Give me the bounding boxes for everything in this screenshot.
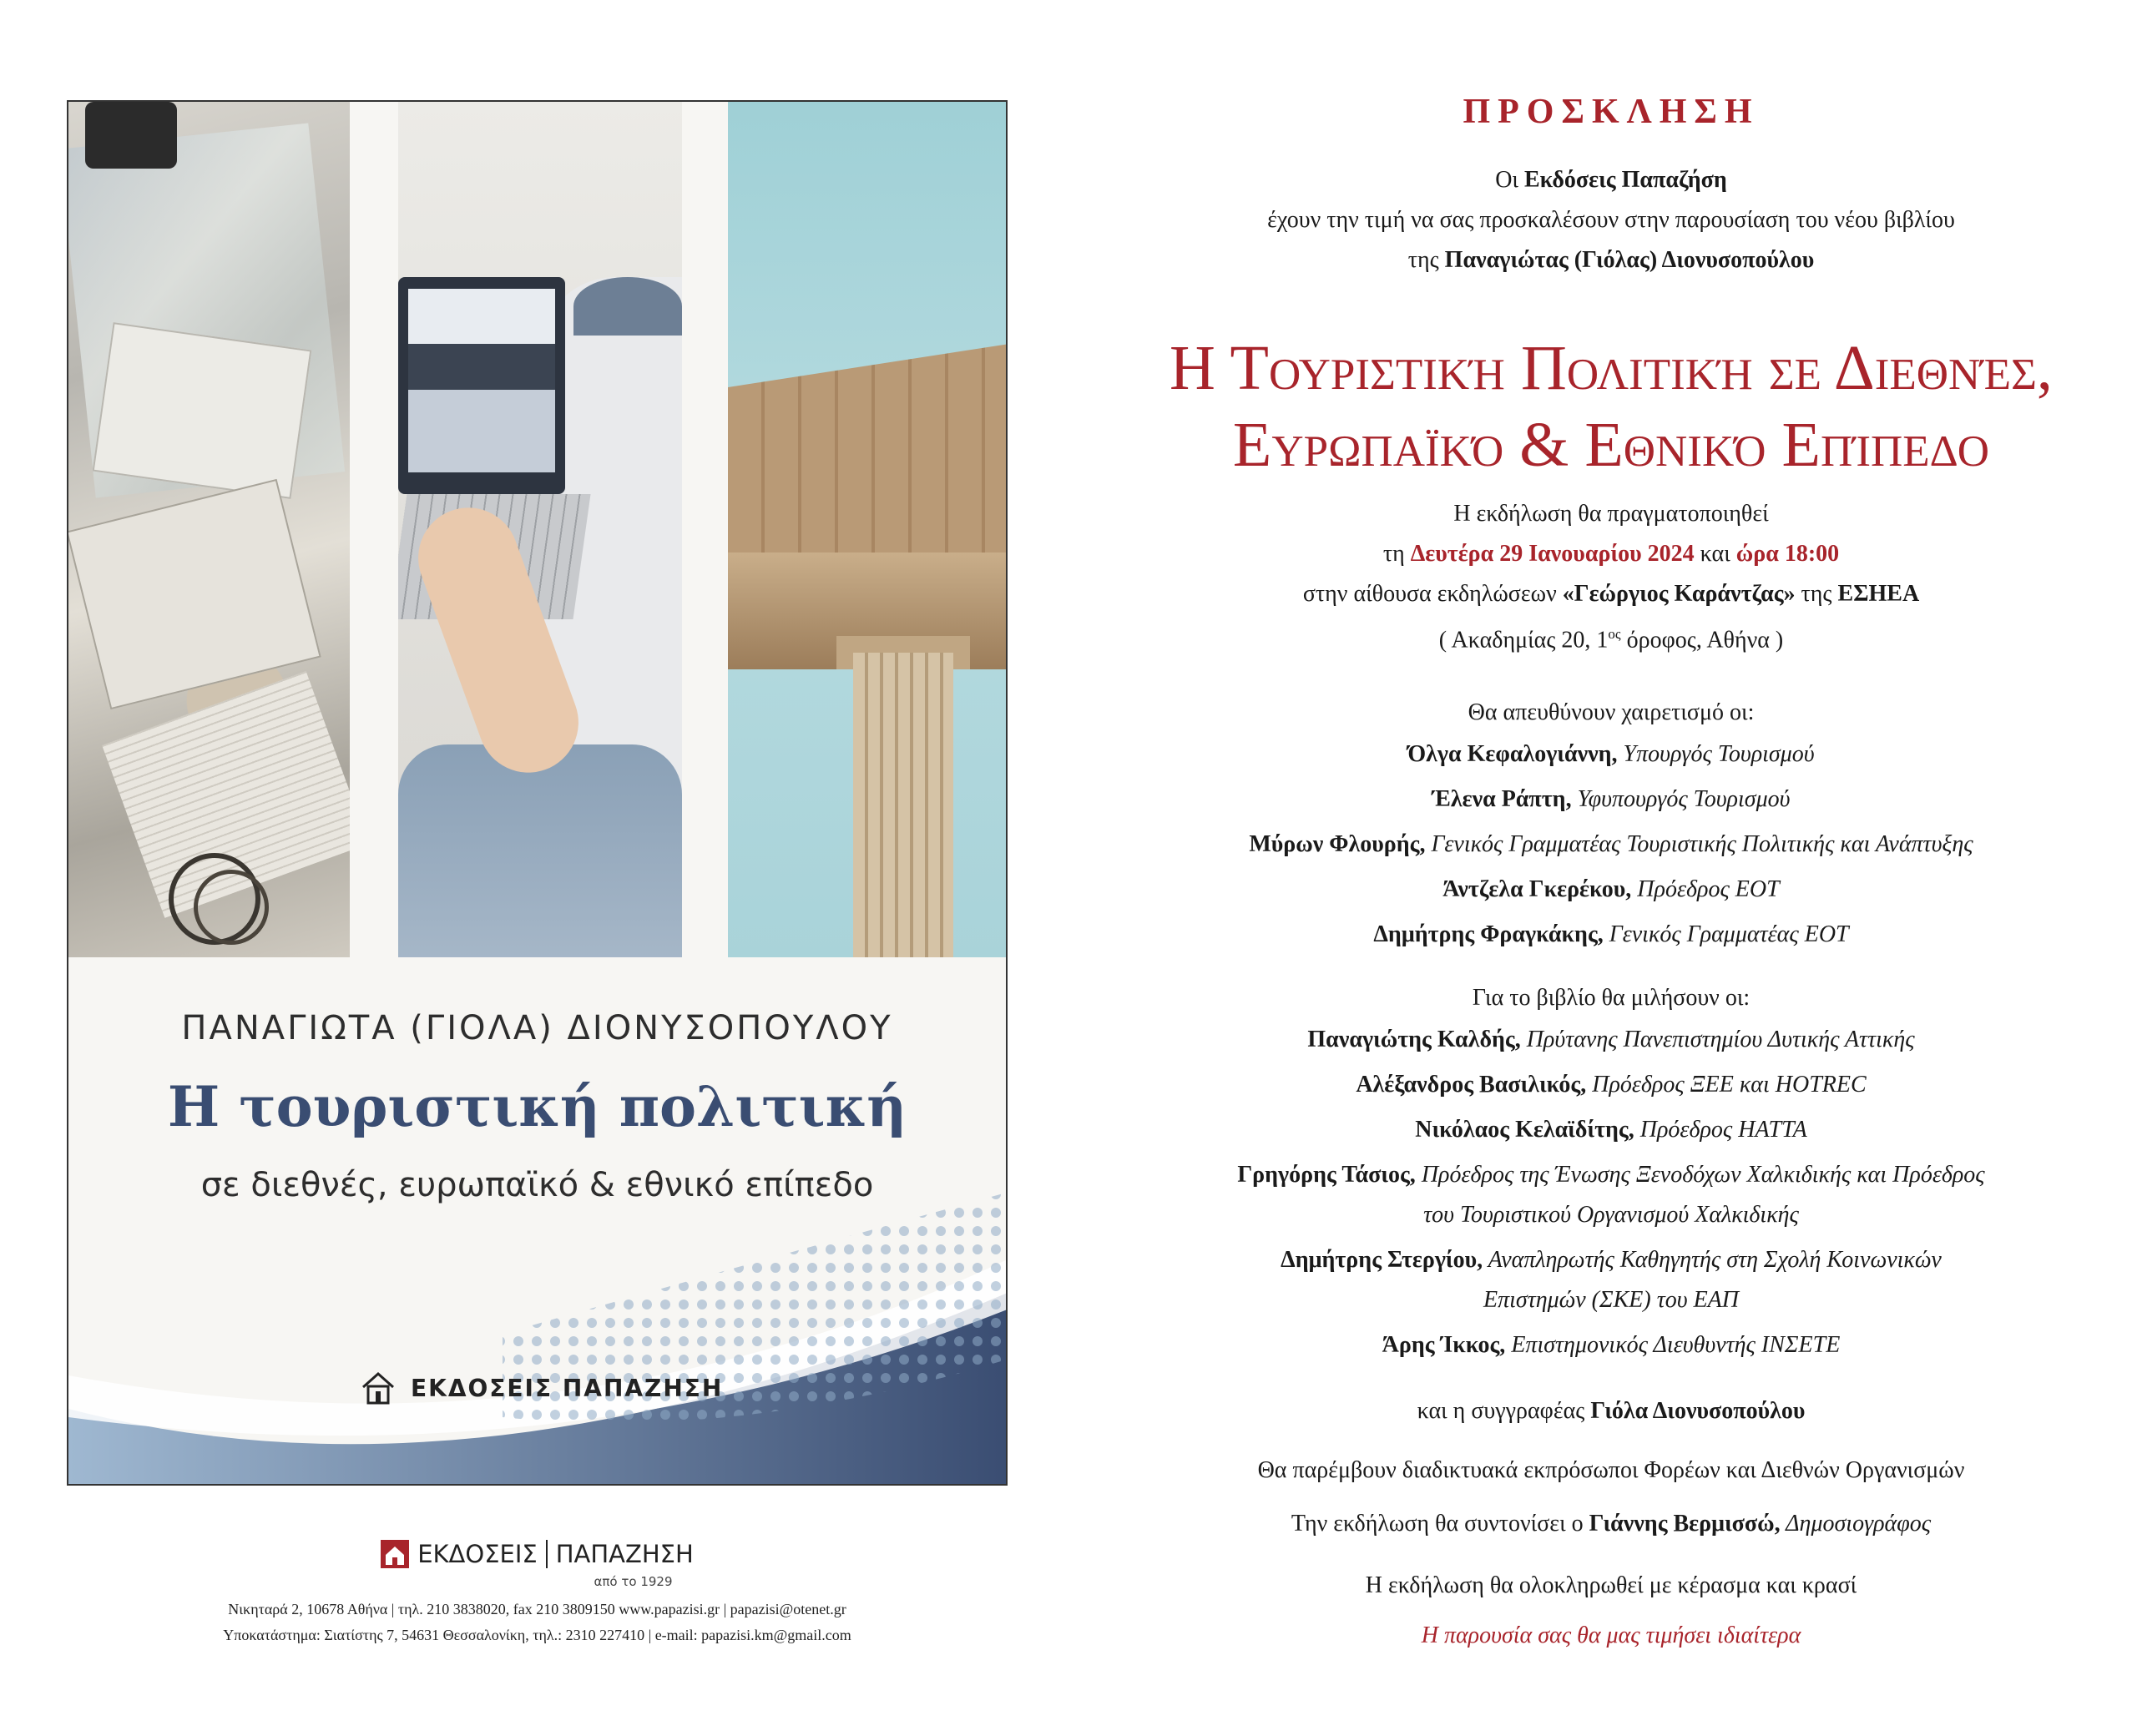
- column-illustration: [853, 653, 953, 957]
- list-item-line: [1119, 1325, 2104, 1365]
- laptop-illustration: [398, 277, 565, 494]
- camera-illustration: [85, 102, 177, 169]
- publisher-logo: [381, 1540, 694, 1568]
- list-item-line: [1119, 915, 2104, 955]
- house-icon: [361, 1370, 396, 1405]
- person-name: Άντζελα Γκερέκου,: [1442, 876, 1632, 902]
- publisher-footer: [67, 1540, 1008, 1644]
- person-role: Επιστημονικός Διευθυντής ΙΝΣΕΤΕ: [1505, 1332, 1841, 1358]
- list-item: [1119, 1325, 2104, 1370]
- person-role: Γενικός Γραμματέας ΕΟΤ: [1603, 921, 1849, 947]
- event-intro: Η εκδήλωση θα πραγματοποιηθεί: [1453, 501, 1769, 527]
- list-item: [1119, 1155, 2104, 1240]
- text: στην αίθουσα εκδηλώσεων: [1302, 581, 1563, 607]
- frieze-illustration: [728, 344, 1008, 561]
- passport-stamps-illustration: [68, 479, 321, 709]
- greetings-list: [1119, 734, 2104, 960]
- list-item-line: [1119, 1020, 2104, 1060]
- person-jeans-illustration: [398, 744, 682, 957]
- invitation-intro: [1119, 160, 2104, 280]
- speakers-list: [1119, 1020, 2104, 1370]
- moderator-name: Γιάννης Βερμισσώ,: [1589, 1511, 1781, 1537]
- laptop-user-photo: [398, 102, 682, 957]
- list-item: [1119, 825, 2104, 870]
- person-name: Έλενα Ράπτη,: [1432, 786, 1572, 812]
- laptop-screen: [408, 289, 555, 472]
- person-role: Πρόεδρος HATTA: [1634, 1117, 1807, 1143]
- person-role: Υπουργός Τουρισμού: [1617, 741, 1815, 767]
- book-title-line-1: Η Τουριστική Πολιτική σε Διεθνές,: [1170, 333, 2053, 403]
- person-name: Όλγα Κεφαλογιάννη,: [1407, 741, 1618, 767]
- intro-line-2: έχουν την τιμή να σας προσκαλέσουν στην παρουσίαση του νέου βιβλίου: [1267, 207, 1955, 233]
- cover-publisher-label: ΕΚΔΟΣΕΙΣ ΠΑΠΑΖΗΣΗ: [411, 1374, 724, 1402]
- list-item-line: [1119, 734, 2104, 775]
- ordinal-suffix: ος: [1608, 626, 1621, 642]
- publisher-name: Εκδόσεις Παπαζήση: [1523, 167, 1727, 193]
- closing-line: Η παρουσία σας θα μας τιμήσει ιδιαίτερα: [1421, 1622, 1801, 1648]
- list-item-line: [1119, 1155, 2104, 1195]
- book-title-line-2: Ευρωπαϊκό & Εθνικό Επίπεδο: [1232, 410, 1990, 480]
- list-item: [1119, 734, 2104, 780]
- list-item-line: [1119, 1110, 2104, 1150]
- person-name: Γρηγόρης Τάσιος,: [1237, 1162, 1416, 1188]
- person-name: Άρης Ίκκος,: [1382, 1332, 1506, 1358]
- publisher-address: Νικηταρά 2, 10678 Αθήνα | τηλ. 210 3838020, fax 210 3809150 www.papazisi.gr | papazisi@otenet.gr: [228, 1601, 846, 1617]
- reception-line: Η εκδήλωση θα ολοκληρωθεί με κέρασμα και κρασί: [1365, 1572, 1857, 1598]
- list-item: [1119, 1110, 2104, 1155]
- online-participants-line: Θα παρέμβουν διαδικτυακά εκπρόσωποι Φορέων και Διεθνών Οργανισμών: [1257, 1457, 1965, 1483]
- event-date: Δευτέρα 29 Ιανουαρίου 2024: [1410, 541, 1695, 567]
- cover-text-area: [68, 957, 1006, 1484]
- person-role: Υφυπουργός Τουρισμού: [1571, 786, 1791, 812]
- intro-text: Οι: [1495, 167, 1524, 193]
- greetings-label: Θα απευθύνουν χαιρετισμό οι:: [1468, 699, 1755, 725]
- moderator-role: Δημοσιογράφος: [1780, 1511, 1932, 1537]
- person-name: Αλέξανδρος Βασιλικός,: [1356, 1072, 1587, 1098]
- invitation-heading: ΠΡΟΣΚΛΗΣΗ: [1463, 93, 1760, 131]
- event-address: [1119, 614, 2104, 660]
- intro-text: της: [1407, 247, 1445, 273]
- event-time: ώρα 18:00: [1735, 541, 1840, 567]
- moderator-line: [1119, 1511, 2104, 1537]
- speakers-label: Για το βιβλίο θα μιλήσουν οι:: [1472, 985, 1751, 1011]
- intro-line-3: [1119, 240, 2104, 280]
- ring-illustration-2: [194, 870, 269, 945]
- list-item-line: [1119, 825, 2104, 865]
- person-name: Μύρων Φλουρής,: [1249, 831, 1426, 857]
- text: ( Ακαδημίας 20, 1: [1438, 627, 1609, 654]
- parthenon-photo: [728, 102, 1008, 957]
- text: Την εκδήλωση θα συντονίσει ο: [1291, 1511, 1589, 1537]
- intro-line-1: [1119, 160, 2104, 200]
- author-name: Παναγιώτας (Γιόλας) Διονυσοπούλου: [1444, 247, 1815, 273]
- person-name: Νικόλαος Κελαϊδίτης,: [1415, 1117, 1634, 1143]
- house-icon: [381, 1540, 409, 1568]
- cover-title: Η τουριστική πολιτική: [167, 1074, 907, 1139]
- logo-divider: [546, 1540, 548, 1568]
- person-role: Αναπληρωτής Καθηγητής στη Σχολή Κοινωνικών: [1483, 1247, 1942, 1273]
- event-venue: [1119, 574, 2104, 614]
- list-item: [1119, 780, 2104, 825]
- venue-org: ΕΣΗΕΑ: [1837, 581, 1920, 607]
- person-name: Δημήτρης Φραγκάκης,: [1373, 921, 1604, 947]
- list-item-line: [1119, 1240, 2104, 1280]
- person-name: Παναγιώτης Καλδής,: [1307, 1027, 1521, 1052]
- list-item-line: [1119, 1065, 2104, 1105]
- person-role-continued: Επιστημών (ΣΚΕ) του ΕΑΠ: [1483, 1287, 1740, 1313]
- travel-desk-photo: [68, 102, 350, 957]
- list-item: [1119, 1065, 2104, 1110]
- text: και: [1694, 541, 1736, 567]
- list-item: [1119, 870, 2104, 915]
- logo-text-left: ΕΚΔΟΣΕΙΣ: [417, 1540, 538, 1568]
- author-speaker-line: [1119, 1398, 2104, 1425]
- publisher-branch-address: Υποκατάστημα: Σιατίστης 7, 54631 Θεσσαλονίκη, τηλ.: 2310 227410 | e-mail: papazisi.km@gmail.com: [223, 1627, 851, 1643]
- person-role: Πρύτανης Πανεπιστημίου Δυτικής Αττικής: [1520, 1027, 1915, 1052]
- text: της: [1795, 581, 1838, 607]
- book-title: [1119, 330, 2104, 483]
- author-name: Γιόλα Διονυσοπούλου: [1590, 1398, 1806, 1424]
- event-details: [1119, 494, 2104, 660]
- list-item-line: [1119, 870, 2104, 910]
- list-item: [1119, 1240, 2104, 1325]
- logo-text-right: ΠΑΠΑΖΗΣΗ: [555, 1540, 694, 1568]
- venue-hall: «Γεώργιος Καράντζας»: [1562, 581, 1796, 607]
- person-role: Πρόεδρος της Ένωσης Ξενοδόχων Χαλκιδικής και Πρόεδρος: [1415, 1162, 1985, 1188]
- person-role: Γενικός Γραμματέας Τουριστικής Πολιτικής και Ανάπτυξης: [1425, 831, 1973, 857]
- publisher-since: από το 1929: [594, 1574, 673, 1589]
- person-role: Πρόεδρος ΞΕΕ και HOTREC: [1586, 1072, 1867, 1098]
- cover-wave-decoration: [68, 1167, 1008, 1484]
- person-hair-illustration: [573, 277, 682, 336]
- list-item-line: [1119, 780, 2104, 820]
- book-cover: [67, 100, 1008, 1486]
- list-item: [1119, 915, 2104, 960]
- cover-author: ΠΑΝΑΓΙΩΤΑ (ΓΙΟΛΑ) ΔΙΟΝΥΣΟΠΟΥΛΟΥ: [181, 1009, 893, 1047]
- person-role: Πρόεδρος ΕΟΤ: [1631, 876, 1780, 902]
- person-name: Δημήτρης Στεργίου,: [1281, 1247, 1483, 1273]
- text: τη: [1382, 541, 1411, 567]
- event-datetime: [1119, 534, 2104, 574]
- cover-subtitle: σε διεθνές, ευρωπαϊκό & εθνικό επίπεδο: [200, 1166, 874, 1204]
- person-role-continued: του Τουριστικού Οργανισμού Χαλκιδικής: [1423, 1202, 1799, 1228]
- list-item: [1119, 1020, 2104, 1065]
- text: όροφος, Αθήνα ): [1620, 627, 1784, 654]
- text: και η συγγραφέας: [1417, 1398, 1591, 1424]
- cover-publisher: [361, 1370, 723, 1405]
- passport-illustration: [93, 322, 312, 499]
